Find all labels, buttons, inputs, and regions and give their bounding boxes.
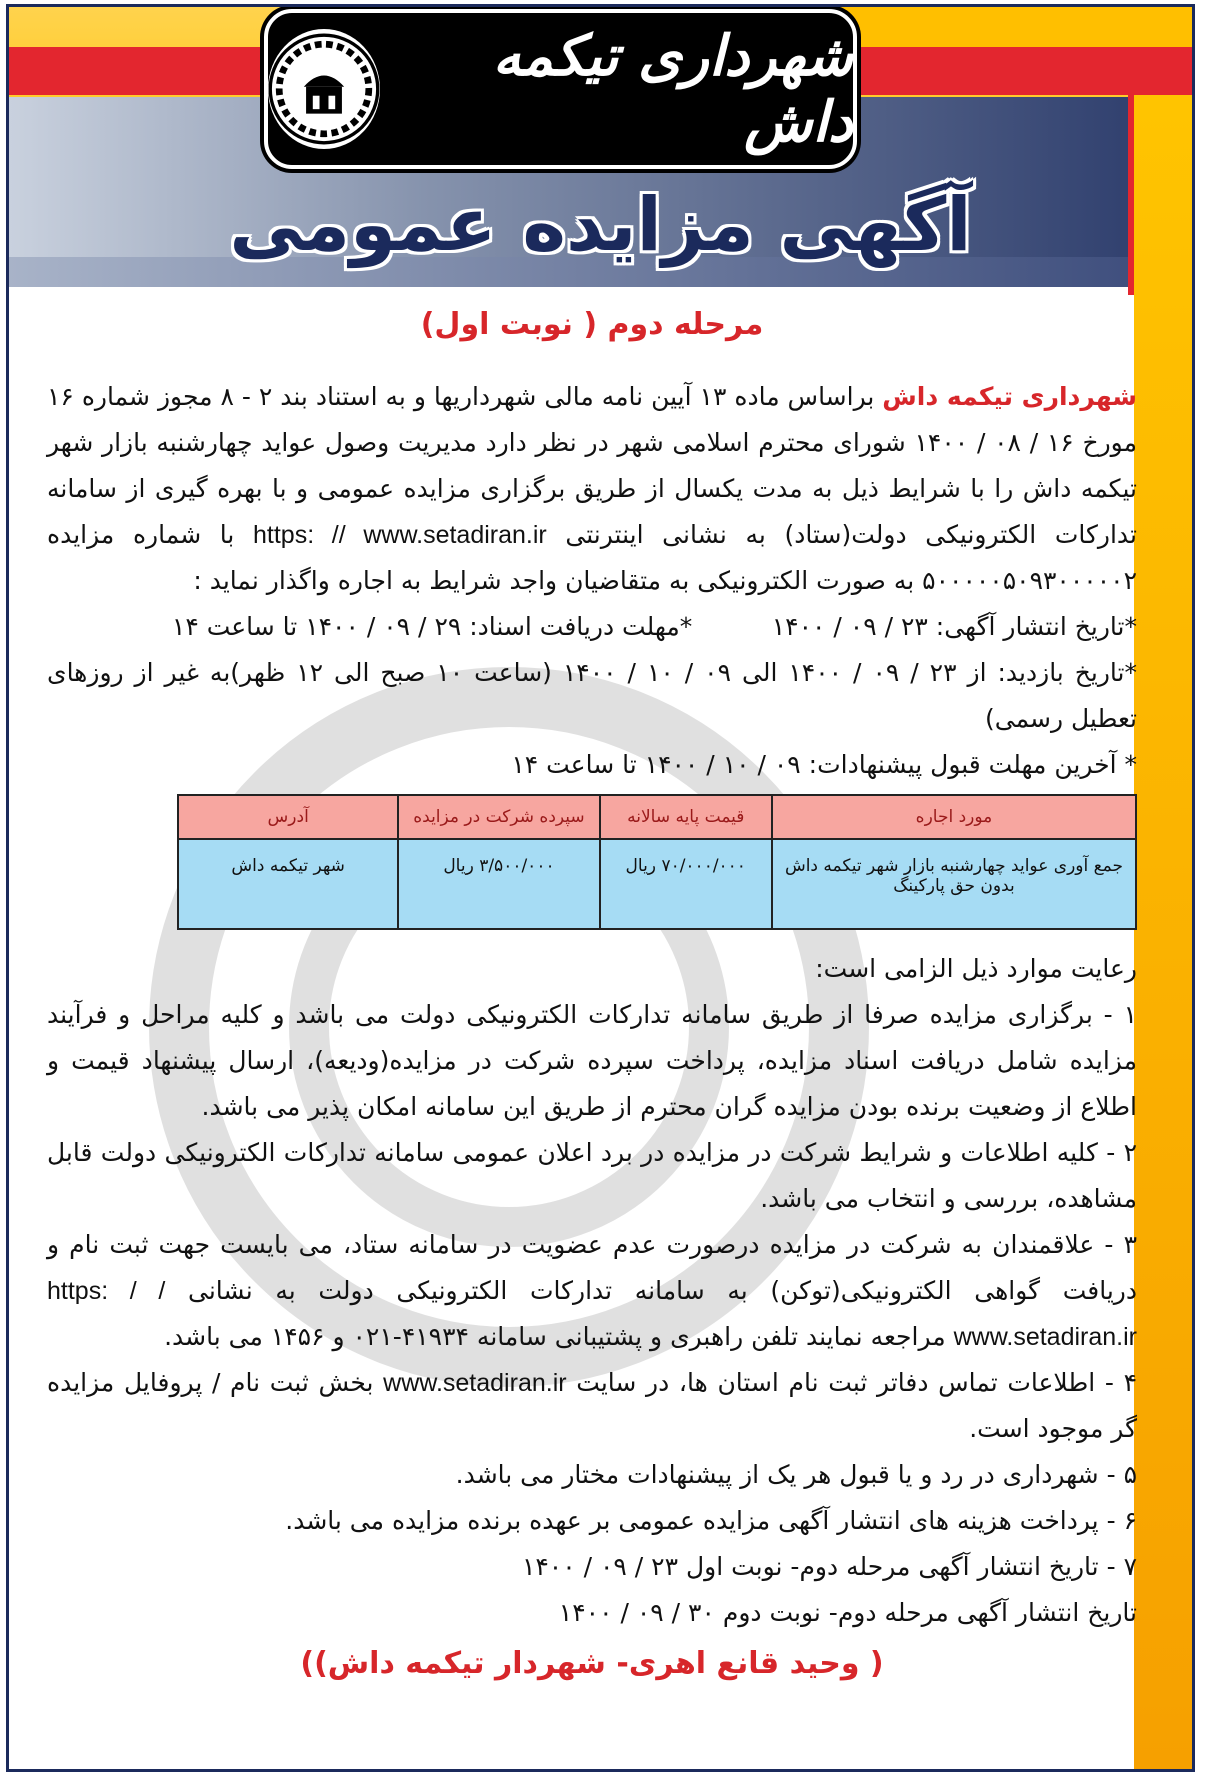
- setad-link[interactable]: https: // www.setadiran.ir: [253, 521, 547, 549]
- publish-date: *تاریخ انتشار آگهی: ۲۳ / ۰۹ / ۱۴۰۰: [771, 612, 1137, 641]
- setad-link-2[interactable]: https: / / www.setadiran.ir: [47, 1277, 1137, 1351]
- col-deposit: سپرده شرکت در مزایده: [398, 795, 599, 839]
- cell-address: شهر تیکمه داش: [178, 839, 398, 929]
- ad-frame: [6, 4, 1195, 1772]
- col-item: مورد اجاره: [772, 795, 1136, 839]
- setad-link-3[interactable]: www.setadiran.ir: [383, 1369, 567, 1397]
- condition-7: ۷ - تاریخ انتشار آگهی مرحله دوم- نوبت اول ۲۳ / ۰۹ / ۱۴۰۰: [521, 1552, 1137, 1581]
- date-row-1: [47, 604, 1137, 650]
- condition-4: [47, 1360, 1137, 1452]
- cell-item: جمع آوری عواید چهارشنبه بازار شهر تیکمه داش بدون حق پارکینگ: [772, 839, 1136, 929]
- page-title: آگهی مزایده عمومی: [229, 182, 972, 268]
- auction-items-table: [177, 794, 1137, 930]
- condition-5: ۵ - شهرداری در رد و یا قبول هر یک از پیشنهادات مختار می باشد.: [455, 1460, 1137, 1489]
- logo-text: شهرداری تیکمه داش: [492, 23, 853, 155]
- table-header-row: [178, 795, 1136, 839]
- visit-date: *تاریخ بازدید: از ۲۳ / ۰۹ / ۱۴۰۰ الی ۰۹ / ۱۰ / ۱۴۰۰ (ساعت ۱۰ صبح الی ۱۲ ظهر)به غیر از روزهای تعطیل رسمی): [47, 658, 1137, 733]
- stage-subtitle: مرحله دوم ( نوبت اول): [420, 307, 764, 342]
- signature: ( وحید قانع اهری- شهردار تیکمه داش)): [300, 1646, 884, 1681]
- intro-paragraph: [47, 374, 1137, 604]
- municipality-emblem-icon: [268, 29, 380, 149]
- col-address: آدرس: [178, 795, 398, 839]
- bids-deadline: * آخرین مهلت قبول پیشنهادات: ۰۹ / ۱۰ / ۱۴۰۰ تا ساعت ۱۴: [511, 750, 1137, 779]
- table-row: [178, 839, 1136, 929]
- logo-box: [264, 9, 857, 169]
- ad-body: [47, 307, 1137, 1681]
- docs-deadline: *مهلت دریافت اسناد: ۲۹ / ۰۹ / ۱۴۰۰ تا ساعت ۱۴: [171, 612, 693, 641]
- condition-3-text-b: مراجعه نمایند تلفن راهبری و پشتیبانی سامانه ۴۱۹۳۴-۰۲۱ و ۱۴۵۶ می باشد.: [164, 1322, 946, 1351]
- condition-6: ۶ - پرداخت هزینه های انتشار آگهی مزایده عمومی بر عهده برنده مزایده می باشد.: [285, 1506, 1137, 1535]
- header-yellow-corner: [802, 7, 1192, 47]
- conditions-heading: رعایت موارد ذیل الزامی است:: [815, 954, 1137, 983]
- col-base-price: قیمت پایه سالانه: [600, 795, 772, 839]
- condition-3: [47, 1222, 1137, 1360]
- condition-4-text-a: ۴ - اطلاعات تماس دفاتر ثبت نام استان ها، در سایت: [576, 1368, 1137, 1397]
- intro-text-1: براساس ماده ۱۳ آیین نامه مالی شهرداریها و به استناد بند ۲ - ۸ مجوز شماره ۱۶ مورخ ۱۶ / ۰۸ / ۱۴۰۰ شورای محترم اسلامی شهر در نظر دارد مدیریت وصول عواید چهارشنبه بازار شهر تیکمه داش را با شرایط ذیل به مدت یکسال از طریق برگزاری مزایده عمومی و با بهره گیری از سامانه تدارکات الکترونیکی دولت(ستاد) به نشانی اینترنتی: [47, 382, 1137, 549]
- dates-block: [47, 604, 1137, 788]
- condition-4-text-b: بخش ثبت نام / پروفایل مزایده گر موجود است.: [47, 1368, 1137, 1443]
- intro-lead: شهرداری تیکمه داش: [882, 382, 1138, 411]
- intro-text-2: با شماره مزایده ۵۰۰۰۰۰۵۰۹۳۰۰۰۰۰۲ به صورت الکترونیکی به متقاضیان واجد شرایط به اجاره واگذار نماید :: [47, 520, 1137, 595]
- cell-base-price: ۷۰/۰۰۰/۰۰۰ ریال: [600, 839, 772, 929]
- condition-2: ۲ - کلیه اطلاعات و شرایط شرکت در مزایده در برد اعلان عمومی سامانه تدارکات الکترونیکی دولت قابل مشاهده، بررسی و انتخاب می باشد.: [47, 1138, 1137, 1213]
- side-yellow-bar: [1134, 95, 1192, 1772]
- condition-8: تاریخ انتشار آگهی مرحله دوم- نوبت دوم ۳۰ / ۰۹ / ۱۴۰۰: [558, 1598, 1137, 1627]
- cell-deposit: ۳/۵۰۰/۰۰۰ ریال: [398, 839, 599, 929]
- condition-3-text-a: ۳ - علاقمندان به شرکت در مزایده درصورت عدم عضویت در سامانه ستاد، می بایست جهت ثبت نام و دریافت گواهی الکترونیکی(توکن) به سامانه تدارکات الکترونیکی دولت به نشانی: [47, 1230, 1137, 1305]
- condition-1: ۱ - برگزاری مزایده صرفا از طریق سامانه تدارکات الکترونیکی دولت می باشد و کلیه مراحل و فرآیند مزایده شامل دریافت اسناد مزایده، پرداخت سپرده شرکت در مزایده(ودیعه)، ارسال پیشنهاد قیمت و اطلاع از وضعیت برنده بودن مزایده گران محترم از طریق این سامانه امکان پذیر می باشد.: [47, 1000, 1137, 1121]
